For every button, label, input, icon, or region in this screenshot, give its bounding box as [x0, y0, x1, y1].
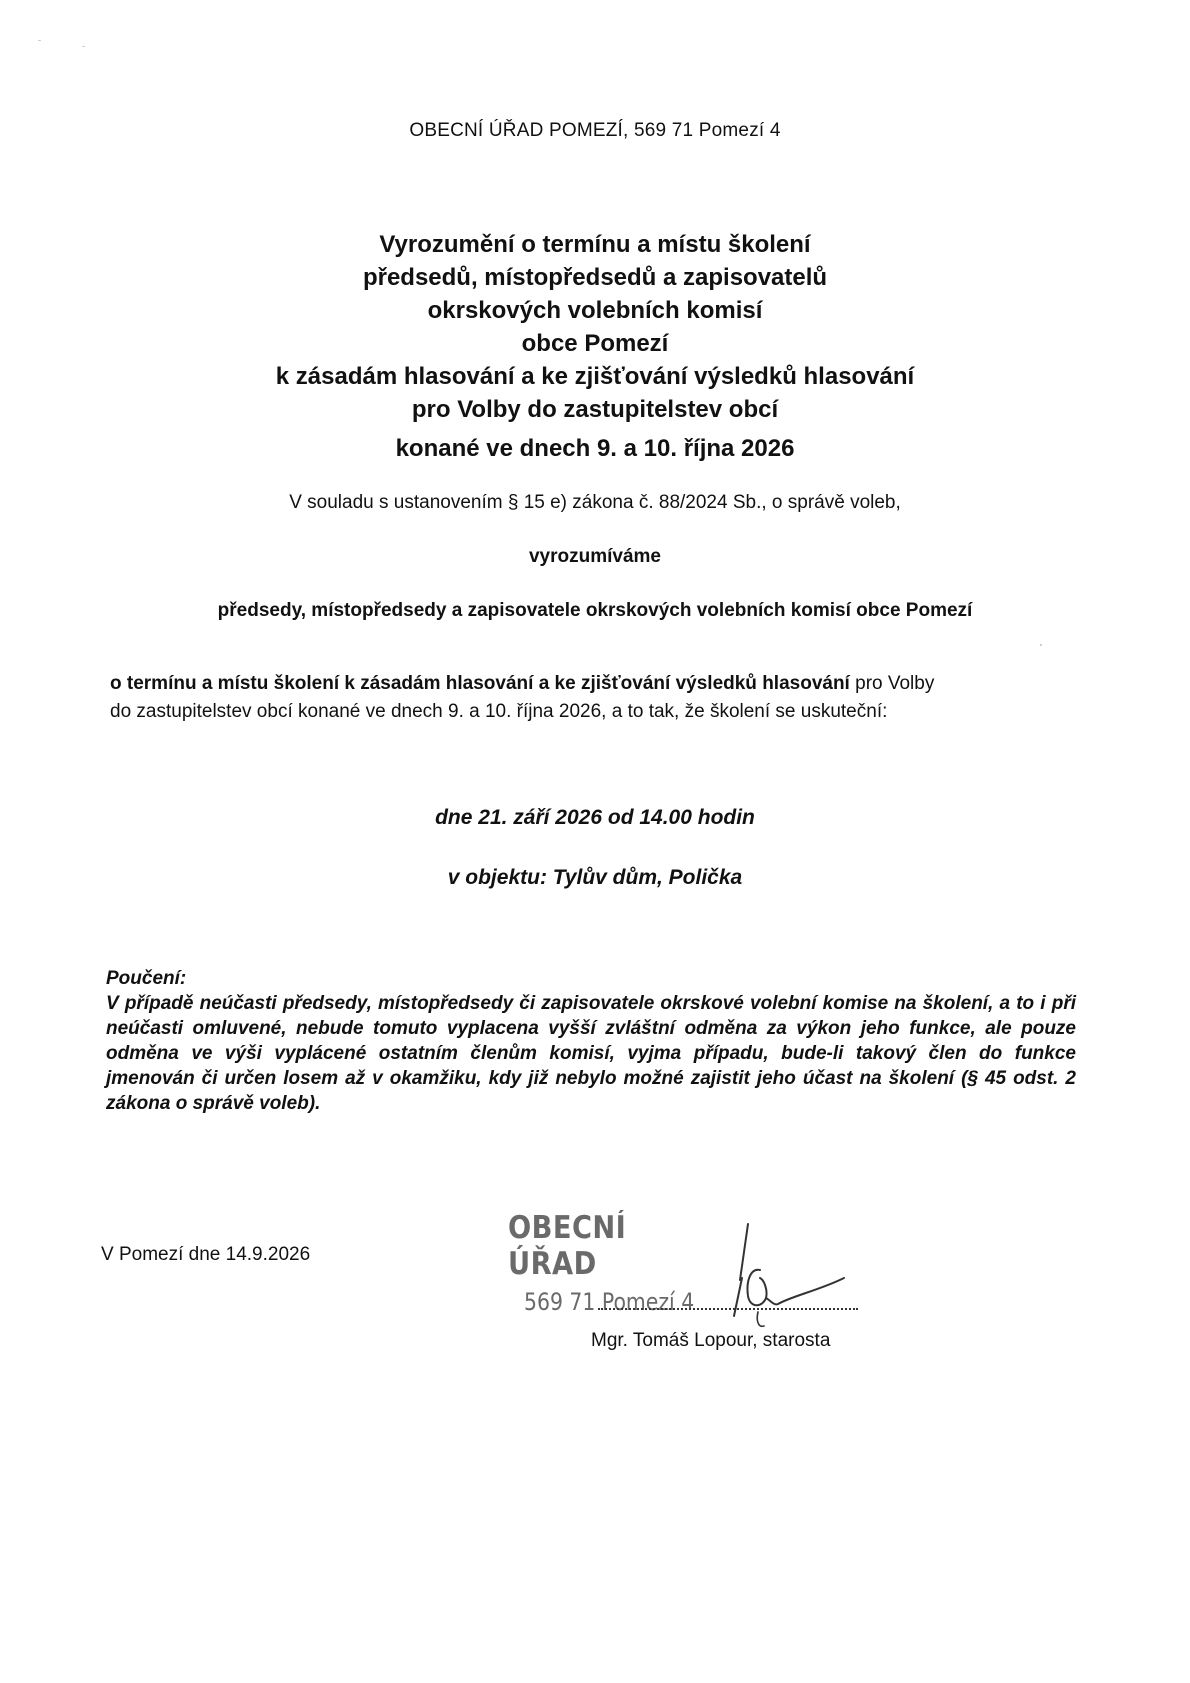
paragraph-rest-2: do zastupitelstev obcí konané ve dnech 9. a 10. října 2026, a to tak, že školení se uskuteční: [110, 701, 888, 722]
stamp-line-2: 569 71 Pomezí 4 [524, 1288, 695, 1316]
legal-basis: V souladu s ustanovením § 15 e) zákona č. 88/2024 Sb., o správě voleb, [289, 492, 901, 513]
title-line: okrskových volebních komisí [427, 297, 763, 324]
scan-speck [82, 46, 85, 47]
title-line: předsedů, místopředsedů a zapisovatelů [362, 264, 828, 291]
instruction-block [106, 966, 1076, 1116]
title-line: obce Pomezí [521, 330, 669, 357]
place-and-date: V Pomezí dne 14.9.2026 [101, 1244, 311, 1265]
notify-word: vyrozumíváme [528, 546, 661, 567]
paragraph-rest-1: pro Volby [849, 673, 935, 694]
signatory-name: Mgr. Tomáš Lopour, starosta [591, 1330, 831, 1351]
title-line: k zásadám hlasování a ke zjišťování výsledků hlasování [275, 363, 915, 390]
handwritten-signature [720, 1220, 870, 1330]
signature-dotted-line [598, 1308, 858, 1310]
office-header: OBECNÍ ÚŘAD POMEZÍ, 569 71 Pomezí 4 [409, 120, 781, 141]
scan-speck [38, 40, 41, 41]
stamp-line-1: OBECNÍ ÚŘAD [508, 1210, 627, 1282]
title-line: pro Volby do zastupitelstev obcí [411, 396, 779, 423]
paragraph-bold-part: o termínu a místu školení k zásadám hlasování a ke zjišťování výsledků hlasování [110, 673, 850, 694]
notification-paragraph [110, 670, 1070, 726]
event-location: v objektu: Tylův dům, Polička [447, 866, 743, 889]
document-title [0, 228, 1190, 465]
scan-speck [1040, 644, 1042, 646]
title-line: Vyrozumění o termínu a místu školení [379, 231, 811, 258]
title-date-line: konané ve dnech 9. a 10. října 2026 [395, 435, 795, 462]
instruction-heading: Poučení: [106, 968, 187, 989]
event-date: dne 21. září 2026 od 14.00 hodin [435, 806, 755, 829]
instruction-text: V případě neúčasti předsedy, místopředsedy či zapisovatele okrskové volební komise na školení, a to i při neúčasti omluvené, nebude tomuto vyplacena vyšší zvláštní odměna za výkon jeho funkce, ale pouze odměna ve výši vyplácené ostatním členům komisí, vyjma případu, bude-li takový člen do funkce jmenován či určen losem až v okamžiku, kdy již nebylo možné zajistit jeho účast na školení (§ 45 odst. 2 zákona o správě voleb). [106, 993, 1076, 1114]
addressees: předsedy, místopředsedy a zapisovatele okrskových volebních komisí obce Pomezí [217, 600, 973, 621]
office-stamp [508, 1210, 738, 1316]
